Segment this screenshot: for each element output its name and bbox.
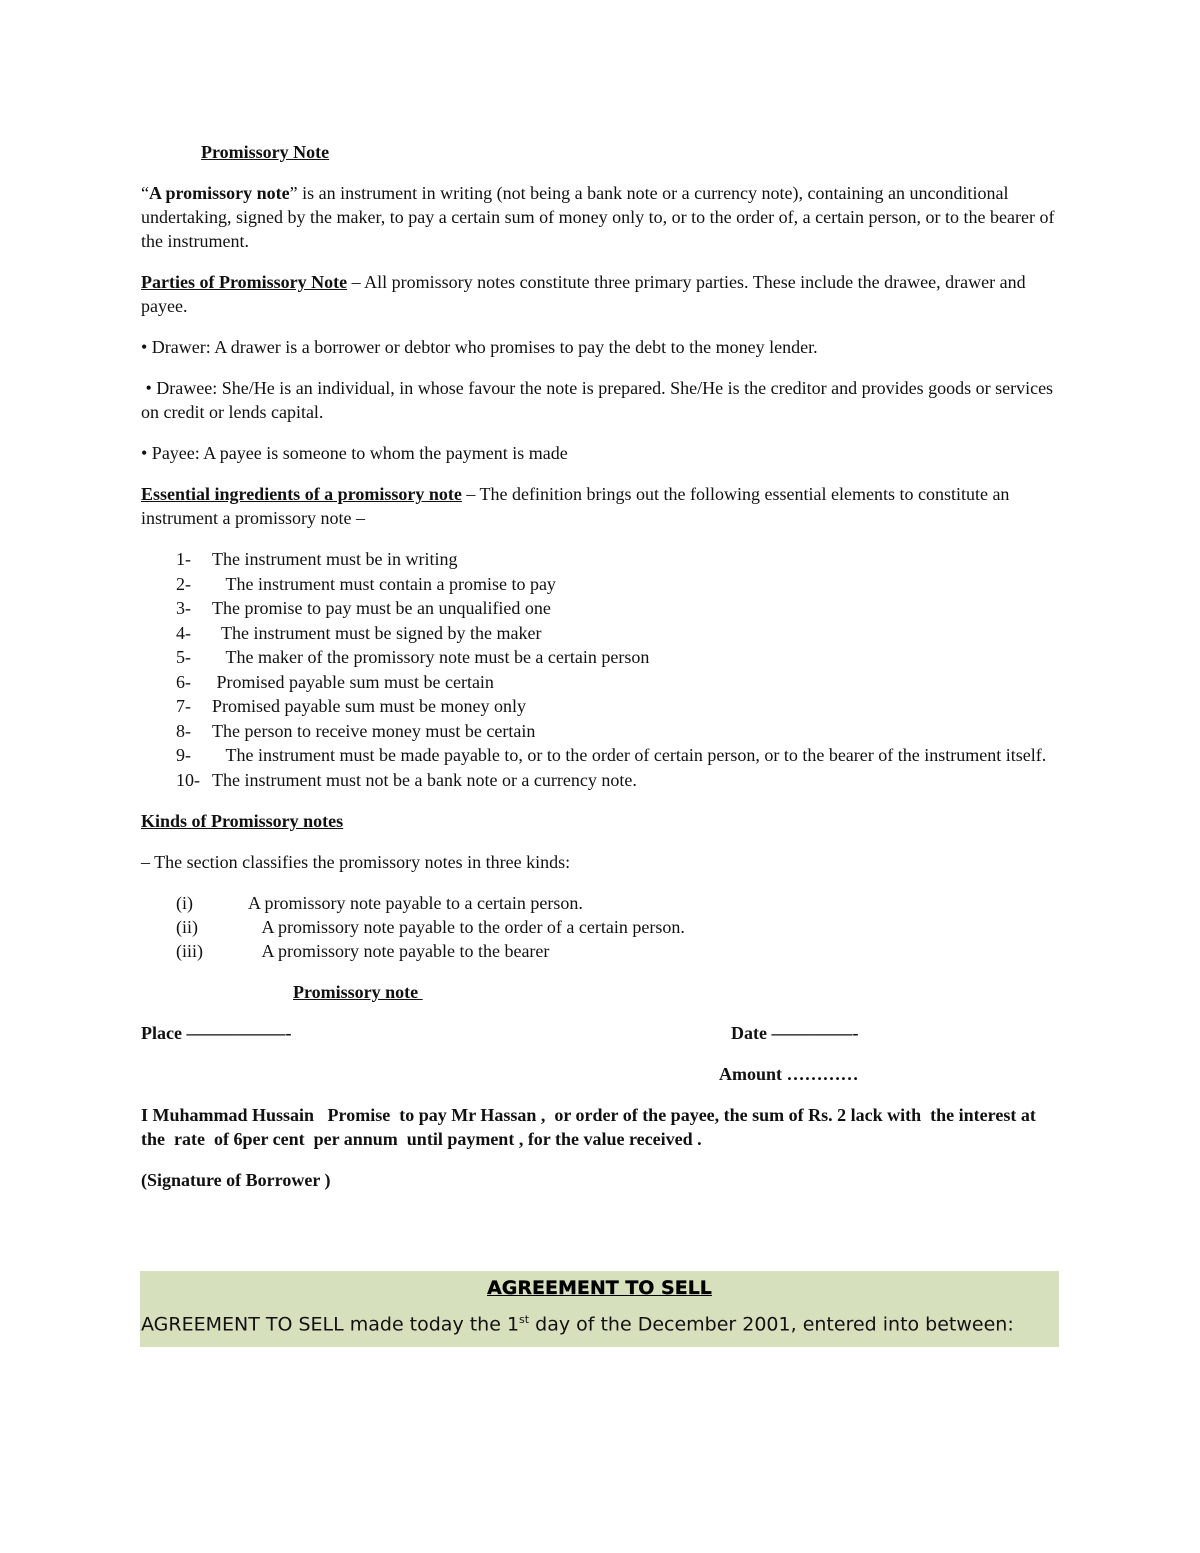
document-body <box>141 140 1061 1209</box>
definition-text: is an instrument in writing (not being a bank note or a currency note), containing an unconditional undertaking, signed by the maker, to pay a certain sum of money only to, or to the order of, a certain person, or to the bearer of the instrument. <box>141 183 1055 251</box>
sample-title: Promissory note <box>293 982 423 1002</box>
list-text: The person to receive money must be certain <box>212 720 536 741</box>
agreement-box <box>140 1271 1059 1347</box>
list-item <box>176 670 1061 695</box>
list-item <box>176 743 1061 768</box>
place-field: Place –––––––––––- <box>141 1023 292 1043</box>
parties-text: – All promissory notes constitute three primary parties. These include the drawee, drawer and payee. <box>141 272 1026 316</box>
list-number: 6- <box>176 671 191 692</box>
essentials-paragraph <box>141 482 1061 530</box>
parties-heading: Parties of Promissory Note <box>141 272 348 292</box>
bullet-drawee: • Drawee: She/He is an individual, in whose favour the note is prepared. She/He is the creditor and provides goods or services on credit or lends capital. <box>141 378 1058 422</box>
signature-line: (Signature of Borrower ) <box>141 1170 331 1190</box>
list-number: 7- <box>176 696 191 716</box>
list-number: 2- <box>176 573 191 594</box>
list-item <box>176 547 1061 572</box>
bullet-drawer: • Drawer: A drawer is a borrower or debtor who promises to pay the debt to the money lender. <box>141 337 818 357</box>
list-text: The instrument must be in writing <box>212 549 458 569</box>
bullet-payee: • Payee: A payee is someone to whom the payment is made <box>141 443 568 463</box>
parties-paragraph <box>141 270 1061 318</box>
list-text: A promissory note payable to a certain person. <box>248 893 583 913</box>
amount-field: Amount ………… <box>719 1064 859 1084</box>
list-text: The instrument must be made payable to, or to the order of certain person, or to the bearer of the instrument itself. <box>212 745 1047 765</box>
page-title: Promissory Note <box>201 142 330 162</box>
list-number: 1- <box>176 549 191 569</box>
list-text: The maker of the promissory note must be a certain person <box>212 647 650 667</box>
place-date-row <box>141 1021 1061 1045</box>
kinds-intro: – The section classifies the promissory notes in three kinds: <box>141 852 571 872</box>
list-item <box>176 572 1061 597</box>
list-item <box>176 621 1061 646</box>
list-text: The promise to pay must be an unqualified one <box>212 598 551 618</box>
list-text: A promissory note payable to the bearer <box>248 941 550 961</box>
list-number: 4- <box>176 622 191 643</box>
list-item <box>176 645 1061 670</box>
list-number: 8- <box>176 720 191 741</box>
list-item <box>176 939 1061 963</box>
list-item <box>176 719 1061 744</box>
agreement-title: AGREEMENT TO SELL <box>487 1277 712 1299</box>
agreement-superscript: st <box>519 1313 530 1326</box>
agreement-text-after: day of the December 2001, entered into between: <box>529 1313 1014 1336</box>
list-number: 5- <box>176 647 191 667</box>
list-number: (iii) <box>176 941 203 961</box>
list-item <box>176 694 1061 719</box>
definition-term: A promissory note <box>149 183 290 203</box>
list-number: 10- <box>176 769 200 790</box>
list-text: Promised payable sum must be money only <box>212 696 526 716</box>
sample-body: I Muhammad Hussain Promise to pay Mr Hassan , or order of the payee, the sum of Rs. 2 lack with the interest at the rate of 6per cent per annum until payment , for the value received . <box>141 1105 1041 1149</box>
list-number: 3- <box>176 598 191 618</box>
list-item <box>176 891 1061 915</box>
list-number: (i) <box>176 893 193 913</box>
list-text: A promissory note payable to the order of a certain person. <box>248 917 685 937</box>
list-text: Promised payable sum must be certain <box>212 671 494 692</box>
list-number: (ii) <box>176 917 198 937</box>
list-text: The instrument must not be a bank note or a currency note. <box>212 769 637 790</box>
close-quote: ” <box>289 183 298 203</box>
kinds-heading: Kinds of Promissory notes <box>141 811 344 831</box>
list-item <box>176 768 1061 793</box>
definition-paragraph <box>141 181 1061 253</box>
kinds-list <box>176 891 1061 963</box>
agreement-text-before: AGREEMENT TO SELL made today the 1 <box>141 1313 520 1336</box>
essentials-text: – The definition brings out the following essential elements to constitute an instrument a promissory note – <box>141 484 1010 528</box>
agreement-text <box>141 1313 1059 1335</box>
essentials-heading: Essential ingredients of a promissory note <box>141 484 462 504</box>
date-field: Date –––––––––- <box>731 1023 859 1043</box>
open-quote: “ <box>141 183 149 203</box>
list-item <box>176 596 1061 621</box>
essentials-list <box>176 547 1061 792</box>
list-number: 9- <box>176 745 191 765</box>
list-text: The instrument must be signed by the maker <box>212 622 542 643</box>
list-item <box>176 915 1061 939</box>
list-text: The instrument must contain a promise to pay <box>212 573 556 594</box>
